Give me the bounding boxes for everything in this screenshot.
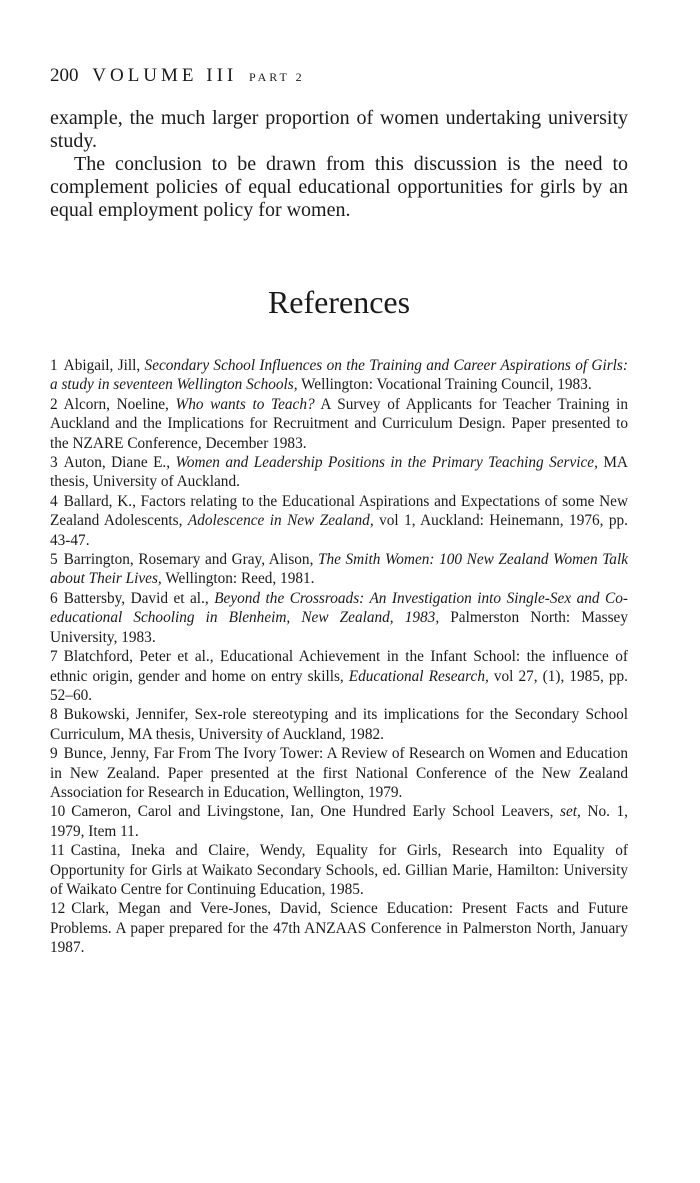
reference-text: MA thesis, University of Auckland. [50, 454, 628, 491]
reference-text: Alcorn, Noeline, [63, 395, 176, 413]
reference-item [50, 492, 628, 550]
body-paragraph: example, the much larger proportion of women undertaking university study. [50, 107, 628, 152]
reference-text: Bunce, Jenny, Far From The Ivory Tower: A Review of Research on Women and Education in New Zealand. Paper presented at the first National Conference of the New Zealand Association for Research in Education, Wellington, 1979. [50, 745, 628, 801]
reference-text: Castina, Ineka and Claire, Wendy, Equality for Girls, Research into Equality of Opportunity for Girls at Waikato Secondary Schools, ed. Gillian Marie, Hamilton: University of Waikato Centre for Continuing Education, 1985. [50, 842, 628, 898]
reference-text: Cameron, Carol and Livingstone, Ian, One Hundred Early School Leavers, [71, 803, 561, 821]
reference-item [50, 395, 628, 453]
reference-number: 8 [50, 706, 58, 724]
body-text [50, 107, 628, 222]
reference-list [50, 356, 628, 958]
reference-number: 4 [50, 492, 58, 510]
reference-title: Secondary School Influences on the Training and Career Aspirations of Girls: a study in seventeen Wellington Schools, [50, 357, 628, 394]
reference-number: 10 [50, 803, 66, 821]
reference-title: Women and Leadership Positions in the Primary Teaching Service, [175, 454, 598, 472]
reference-item [50, 705, 628, 744]
body-paragraph: The conclusion to be drawn from this discussion is the need to complement policies of equal educational opportunities for girls by an equal employment policy for women. [50, 153, 628, 221]
reference-title: set, [560, 803, 581, 821]
reference-item [50, 356, 628, 395]
part-label: PART 2 [249, 70, 305, 84]
reference-text: Abigail, Jill, [63, 357, 145, 374]
reference-text: Battersby, David et al., [63, 589, 215, 607]
reference-number: 5 [50, 551, 58, 569]
reference-text: Blatchford, Peter et al., Educational Achievement in the Infant School: the influence of ethnic origin, gender and home on entry skills, [50, 648, 628, 685]
reference-text: Wellington: Reed, 1981. [161, 570, 315, 588]
reference-item [50, 647, 628, 705]
reference-title: Beyond the Crossroads: An Investigation into Single-Sex and Co-educational Schooling in Blenheim, New Zealand, 1983, [50, 589, 628, 627]
reference-text: No. 1, 1979, Item 11. [50, 803, 628, 840]
reference-title: Adolescence in New Zealand, [187, 512, 374, 530]
reference-title: Who wants to Teach? [175, 395, 315, 413]
reference-number: 2 [50, 395, 58, 413]
reference-item [50, 589, 628, 647]
page-number: 200 [50, 65, 79, 86]
reference-number: 7 [50, 648, 58, 666]
reference-number: 1 [50, 357, 58, 374]
reference-text: vol 1, Auckland: Heinemann, 1976, pp. 43-47. [50, 512, 629, 549]
reference-item [50, 802, 628, 841]
reference-number: 12 [50, 900, 66, 918]
running-head [50, 62, 628, 91]
reference-item [50, 453, 628, 492]
references-heading: References [267, 284, 411, 320]
reference-text: A Survey of Applicants for Teacher Training in Auckland and the Implications for Recruitment and Curriculum Design. Paper presented to the NZARE Conference, December 1983. [50, 395, 628, 452]
reference-title: Educational Research, [348, 667, 489, 685]
reference-text: Wellington: Vocational Training Council, 1983. [297, 376, 592, 394]
volume-label: VOLUME III [92, 65, 238, 86]
reference-text: Ballard, K., Factors relating to the Educational Aspirations and Expectations of some New Zealand Adolescents, [50, 492, 628, 530]
reference-text: Clark, Megan and Vere-Jones, David, Science Education: Present Facts and Future Problems. A paper prepared for the 47th ANZAAS Conference in Palmerston North, January 1987. [50, 900, 628, 957]
book-page [50, 62, 628, 958]
reference-text: vol 27, (1), 1985, pp. 52–60. [50, 667, 628, 704]
reference-text: Barrington, Rosemary and Gray, Alison, [63, 551, 318, 569]
reference-number: 11 [50, 842, 65, 860]
reference-item [50, 744, 628, 802]
reference-number: 6 [50, 589, 58, 607]
reference-text: Bukowski, Jennifer, Sex-role stereotyping and its implications for the Secondary School Curriculum, MA thesis, University of Auckland, 1982. [50, 706, 628, 743]
reference-text: Auton, Diane E., [63, 454, 176, 472]
reference-item [50, 550, 628, 589]
reference-number: 3 [50, 454, 58, 472]
reference-number: 9 [50, 745, 58, 763]
reference-item [50, 841, 628, 899]
reference-item [50, 899, 628, 957]
reference-title: The Smith Women: 100 New Zealand Women Talk about Their Lives, [50, 551, 628, 588]
reference-text: Palmerston North: Massey University, 1983. [50, 609, 628, 646]
